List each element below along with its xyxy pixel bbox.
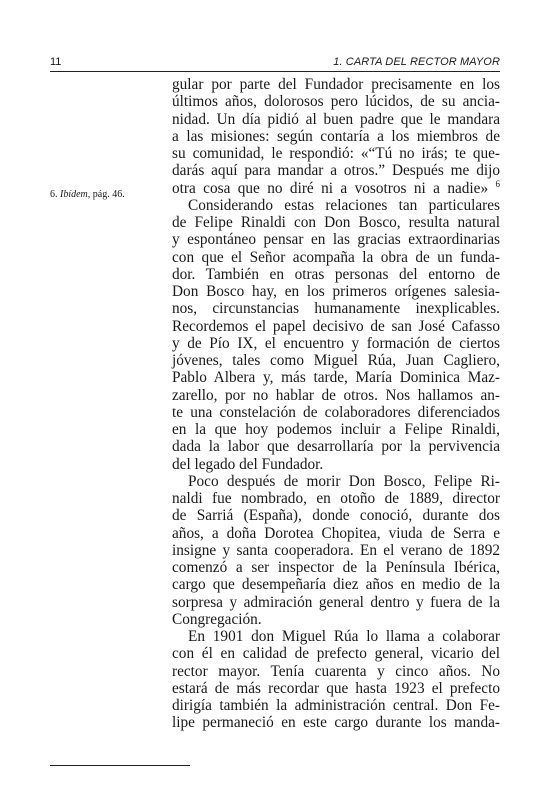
footnote-reference: 6 — [495, 178, 500, 189]
text-line: últimos años, dolorosos pero lúcidos, de su ancia- — [172, 93, 500, 111]
text-line: dada la labor que desarrollaría por la pervivencia — [172, 438, 500, 456]
text-line: insigne y santa cooperadora. En el verano de 1892 — [172, 541, 500, 559]
footer-rule — [50, 765, 190, 766]
text-line: darás aquí para mandar a otros.” Después me dijo — [172, 162, 500, 180]
text-line: y de Pío IX, el encuentro y formación de ciertos — [172, 334, 500, 352]
text-line: naldi fue nombrado, en otoño de 1889, director — [172, 490, 500, 507]
page-number: 11 — [50, 56, 62, 68]
text-line: su comunidad, le respondió: «“Tú no irás; te que- — [172, 145, 500, 162]
text-line: a las misiones: según contaría a los miembros de — [172, 127, 500, 145]
text-line: jóvenes, tales como Miguel Rúa, Juan Cagliero, — [172, 352, 500, 369]
header-rule — [50, 71, 500, 72]
paragraph-start-line: Considerando estas relaciones tan particulares — [188, 196, 500, 214]
footnote-number: 6. — [50, 189, 58, 200]
body-text — [172, 76, 500, 732]
text-line: y espontáneo pensar en las gracias extraordinarias — [172, 231, 500, 249]
text-line: gular por parte del Fundador precisamente en los — [172, 76, 500, 93]
text-line: de Felipe Rinaldi con Don Bosco, resulta natural — [172, 214, 500, 231]
footnote-page: pág. 46. — [92, 189, 125, 200]
running-title: 1. CARTA DEL RECTOR MAYOR — [333, 56, 500, 68]
text-line: Don Bosco hay, en los primeros orígenes salesia- — [172, 283, 500, 300]
text-line: dirigía también la administración central. Don Fe- — [172, 697, 500, 714]
text-line: lipe permaneció en este cargo durante los manda- — [172, 714, 500, 732]
text-line: años, a doña Dorotea Chopitea, viuda de Serra e — [172, 524, 500, 542]
text-line: Recordemos el papel decisivo de san José Cafasso — [172, 317, 500, 335]
paragraph-end-line: Congregación. — [172, 610, 262, 628]
running-header — [50, 56, 500, 70]
footnote-source: Ibídem, — [60, 189, 91, 200]
text-line: nidad. Un día pidió al buen padre que le mandara — [172, 110, 500, 128]
text-line: otra cosa que no diré ni a vosotros ni a nadie» — [172, 179, 489, 197]
footnote — [50, 189, 125, 200]
paragraph-start-line: Poco después de morir Don Bosco, Felipe Ri- — [188, 472, 500, 490]
text-line: zarello, por no hablar de otros. Nos hallamos an- — [172, 386, 500, 404]
text-line: te una constelación de colaboradores diferenciados — [172, 403, 500, 421]
paragraph-start-line: En 1901 don Miguel Rúa lo llama a colaborar — [188, 628, 500, 645]
text-line: comenzó a ser inspector de la Península Ibérica, — [172, 559, 500, 576]
text-line: nos, circunstancias humanamente inexplicables. — [172, 300, 500, 318]
text-line-with-footnote — [172, 180, 500, 197]
text-line: en la que hoy podemos incluir a Felipe Rinaldi, — [172, 421, 500, 438]
text-line: cargo que desempeñaría diez años en medio de la — [172, 576, 500, 594]
text-line: con que el Señor acompaña la obra de un funda- — [172, 248, 500, 266]
text-line: Pablo Albera y, más tarde, María Dominica Maz- — [172, 369, 500, 387]
paragraph-end-line: del legado del Fundador. — [172, 455, 324, 473]
text-line: dor. También en otras personas del entorno de — [172, 265, 500, 283]
text-line: de Sarriá (España), donde conoció, durante dos — [172, 507, 500, 525]
text-line: estará de más recordar que hasta 1923 el prefecto — [172, 679, 500, 697]
text-line: rector mayor. Tenía cuarenta y cinco años. No — [172, 662, 500, 680]
text-line: sorpresa y admiración general dentro y fuera de la — [172, 593, 500, 611]
text-line: con él en calidad de prefecto general, vicario del — [172, 645, 500, 663]
